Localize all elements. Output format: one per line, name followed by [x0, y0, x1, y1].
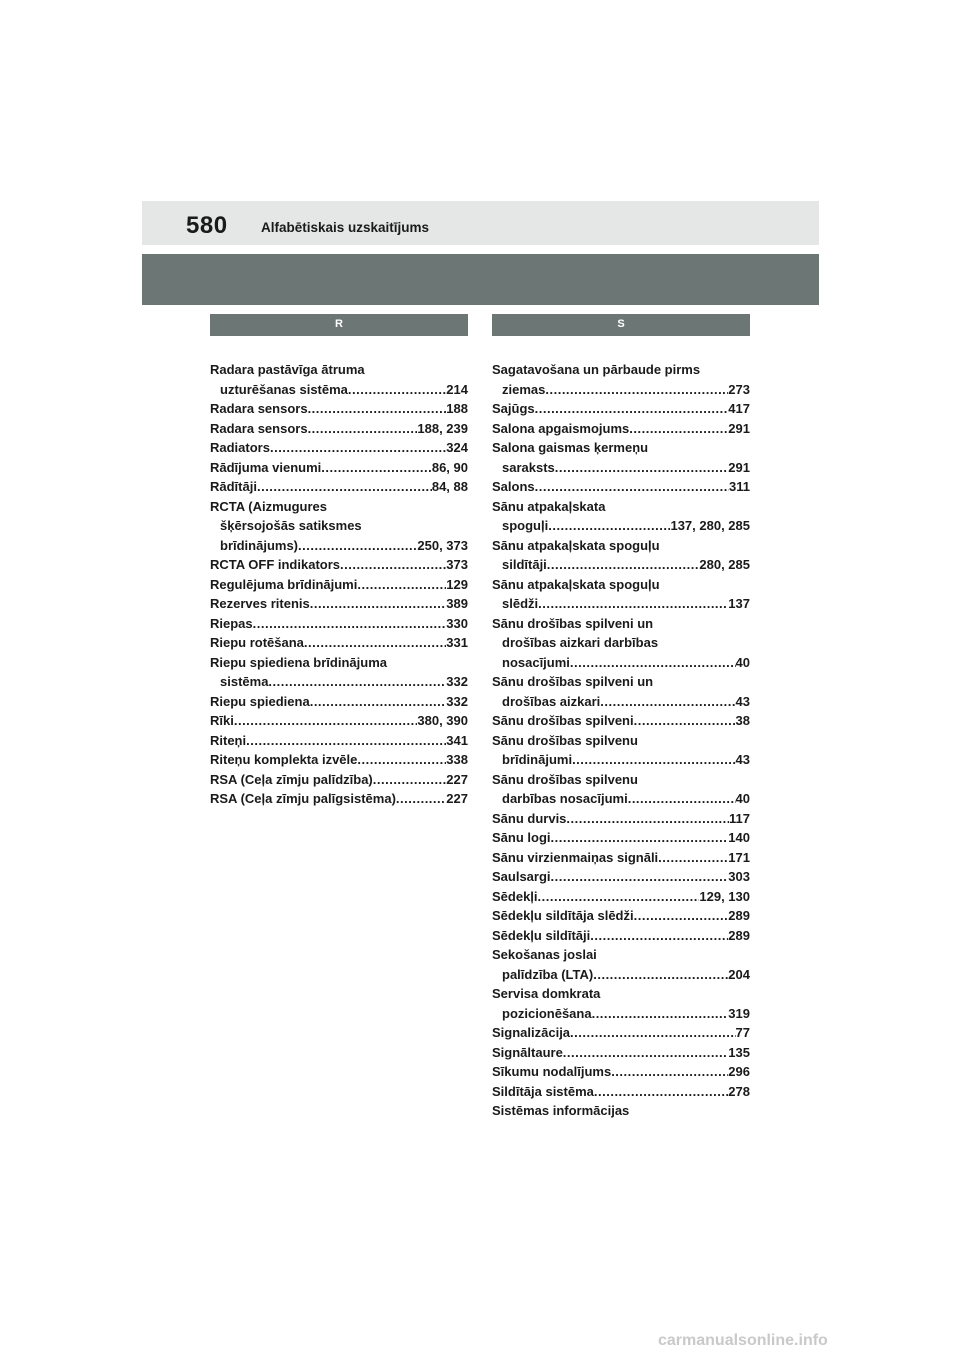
index-entry[interactable] [210, 731, 468, 751]
dot-leader [373, 770, 447, 790]
page-reference[interactable]: 204 [728, 966, 750, 982]
dot-leader [268, 672, 446, 692]
page-reference[interactable]: 291 [728, 420, 750, 436]
index-entry[interactable] [492, 614, 750, 673]
index-entry[interactable] [210, 750, 468, 770]
page-reference[interactable]: 289 [728, 908, 750, 923]
entry-text: Servisa domkrata [492, 986, 601, 1001]
entry-text: Sīkumu nodalījums [492, 1064, 612, 1079]
index-entry[interactable] [492, 360, 750, 399]
dot-leader [594, 1082, 728, 1102]
dot-leader [298, 536, 417, 556]
index-entry[interactable] [492, 809, 750, 829]
page-reference[interactable]: 171 [728, 849, 750, 865]
page-reference[interactable]: 129, 130 [699, 888, 750, 904]
entry-list-r [210, 360, 468, 809]
entry-text: Sajūgs [492, 401, 535, 416]
entry-text: šķērsojošās satiksmes [220, 518, 362, 533]
index-entry[interactable] [210, 360, 468, 399]
index-entry[interactable] [492, 926, 750, 946]
index-entry[interactable] [492, 497, 750, 536]
entry-text: Riteņi [210, 732, 247, 748]
dot-leader [538, 594, 728, 614]
page-reference[interactable]: 135 [728, 1044, 750, 1060]
index-entry[interactable] [210, 594, 468, 614]
dot-leader [357, 750, 446, 770]
dot-leader [253, 614, 447, 634]
page-reference[interactable]: 280, 285 [699, 557, 750, 572]
entry-text: Radiators [210, 440, 270, 455]
page-reference[interactable]: 303 [728, 869, 750, 884]
page-reference[interactable]: 188, 239 [417, 420, 468, 436]
entry-text: Regulējuma brīdinājumi [210, 576, 358, 592]
index-entry[interactable] [492, 672, 750, 711]
entry-text: uzturēšanas sistēma [220, 381, 348, 397]
dot-leader [551, 828, 729, 848]
entry-text: Sānu atpakaļskata [492, 498, 606, 514]
page-reference[interactable]: 129 [446, 576, 468, 592]
page-header [142, 201, 819, 245]
entry-text: brīdinājumi [502, 752, 573, 767]
entry-text: Riteņu komplekta izvēle [210, 752, 358, 767]
index-entry[interactable] [492, 1043, 750, 1063]
page-number: 580 [186, 212, 228, 239]
index-entry[interactable] [492, 1101, 750, 1121]
entry-text: Sēdekļu sildītāja slēdži [492, 908, 634, 923]
entry-text: darbības nosacījumi [502, 791, 628, 806]
page-reference[interactable]: 324 [446, 440, 468, 455]
dot-leader [629, 419, 728, 439]
entry-text: spoguļi [502, 518, 549, 533]
entry-text: Radara pastāvīga ātruma [210, 362, 365, 377]
index-entry[interactable] [210, 497, 468, 556]
page-reference[interactable]: 341 [446, 732, 468, 748]
index-entry[interactable] [492, 867, 750, 887]
entry-text: Radara sensors [210, 420, 308, 436]
dot-leader [628, 789, 736, 809]
entry-text: RSA (Ceļa zīmju palīgsistēma) [210, 791, 396, 806]
dot-leader [545, 380, 728, 400]
index-entry[interactable] [210, 633, 468, 653]
entry-text: Sildītāja sistēma [492, 1083, 594, 1099]
dot-leader [555, 458, 729, 478]
entry-text: Riepu spiediena [210, 693, 310, 709]
entry-text: Signalizācija [492, 1025, 571, 1040]
dot-leader [308, 399, 447, 419]
entry-list-s [492, 360, 750, 1121]
index-entry[interactable] [492, 770, 750, 809]
dot-leader [308, 419, 418, 439]
letter-heading-s: S [492, 314, 750, 336]
entry-text: RCTA (Aizmugures [210, 498, 327, 514]
page-reference[interactable]: 38 [735, 713, 750, 728]
index-entry[interactable] [210, 575, 468, 595]
page-reference[interactable]: 77 [735, 1025, 750, 1040]
entry-text: Sānu drošības spilveni un [492, 674, 654, 689]
index-column-r [210, 314, 468, 809]
page-reference[interactable]: 137, 280, 285 [670, 518, 750, 533]
page-reference[interactable]: 40 [735, 654, 750, 670]
entry-text: Sēdekļi [492, 888, 538, 904]
dot-leader [634, 906, 729, 926]
page-reference[interactable]: 296 [728, 1064, 750, 1079]
page-reference[interactable]: 389 [446, 596, 468, 611]
dot-leader [600, 692, 735, 712]
dot-leader [611, 1062, 728, 1082]
page-reference[interactable]: 289 [728, 927, 750, 943]
entry-text: drošības aizkari darbības [502, 635, 659, 650]
dot-leader [535, 477, 729, 497]
page-reference[interactable]: 330 [446, 615, 468, 631]
dot-leader [310, 692, 447, 712]
index-entry[interactable] [492, 848, 750, 868]
page-reference[interactable]: 273 [728, 381, 750, 397]
entry-text: Rādījuma vienumi [210, 459, 322, 475]
entry-text: nosacījumi [502, 654, 570, 670]
dot-leader [570, 1023, 735, 1043]
page-reference[interactable]: 278 [728, 1083, 750, 1099]
index-entry[interactable] [210, 399, 468, 419]
index-column-s [492, 314, 750, 1121]
entry-text: Riepu spiediena brīdinājuma [210, 654, 387, 670]
index-entry[interactable] [492, 828, 750, 848]
entry-text: sildītāji [502, 557, 547, 572]
dot-leader [538, 887, 700, 907]
page-reference[interactable]: 86, 90 [431, 459, 468, 475]
dot-leader [270, 438, 446, 458]
index-entry[interactable] [210, 711, 468, 731]
index-entry[interactable] [210, 770, 468, 790]
dot-leader [590, 926, 728, 946]
entry-text: Salona apgaismojums [492, 420, 630, 436]
index-entry[interactable] [492, 536, 750, 575]
index-entry[interactable] [210, 555, 468, 575]
entry-text: Saulsargi [492, 869, 551, 884]
page-reference[interactable]: 331 [446, 635, 468, 650]
entry-text: Sānu logi [492, 830, 551, 845]
entry-text: Salona gaismas ķermeņu [492, 440, 649, 455]
dot-leader [593, 965, 728, 985]
header-band [142, 254, 819, 305]
page-reference[interactable]: 117 [729, 810, 750, 826]
page-reference[interactable]: 380, 390 [417, 713, 468, 728]
index-entry[interactable] [210, 692, 468, 712]
entry-text: Sānu drošības spilvenu [492, 732, 638, 748]
index-entry[interactable] [210, 458, 468, 478]
page-reference[interactable]: 417 [728, 401, 750, 416]
page-reference[interactable]: 188 [446, 401, 468, 416]
dot-leader [592, 1004, 729, 1024]
page-reference[interactable]: 250, 373 [417, 537, 468, 553]
entry-text: Sānu atpakaļskata spoguļu [492, 537, 660, 553]
index-entry[interactable] [492, 1023, 750, 1043]
entry-text: ziemas [502, 381, 546, 397]
dot-leader [257, 477, 432, 497]
dot-leader [357, 575, 446, 595]
page-reference[interactable]: 227 [446, 771, 468, 787]
entry-text: Salons [492, 479, 535, 494]
page-reference[interactable]: 227 [446, 791, 468, 806]
index-entry[interactable] [492, 887, 750, 907]
entry-text: Radara sensors [210, 401, 308, 416]
page-reference[interactable]: 43 [735, 752, 750, 767]
index-entry[interactable] [492, 906, 750, 926]
entry-text: Sānu drošības spilvenu [492, 771, 638, 787]
entry-text: pozicionēšana [502, 1005, 592, 1021]
index-entry[interactable] [210, 438, 468, 458]
index-entry[interactable] [492, 711, 750, 731]
entry-text: Rīki [210, 713, 234, 728]
page-reference[interactable]: 373 [446, 557, 468, 572]
entry-text: drošības aizkari [502, 693, 601, 709]
index-entry[interactable] [210, 477, 468, 497]
page-reference[interactable]: 137 [728, 596, 750, 611]
index-entry[interactable] [492, 945, 750, 984]
dot-leader [246, 731, 446, 751]
page-reference[interactable]: 214 [446, 381, 468, 397]
dot-leader [634, 711, 736, 731]
index-entry[interactable] [492, 1062, 750, 1082]
dot-leader [658, 848, 728, 868]
entry-text: Signāltaure [492, 1044, 563, 1060]
index-entry[interactable] [210, 653, 468, 692]
dot-leader [547, 555, 700, 575]
entry-text: Rādītāji [210, 479, 257, 494]
dot-leader [396, 789, 446, 809]
page-reference[interactable]: 291 [728, 459, 750, 475]
entry-text: sistēma [220, 674, 269, 689]
dot-leader [304, 633, 446, 653]
index-entry[interactable] [492, 731, 750, 770]
dot-leader [340, 555, 446, 575]
page-reference[interactable]: 332 [446, 693, 468, 709]
page-reference[interactable]: 319 [728, 1005, 750, 1021]
entry-text: Rezerves ritenis [210, 596, 310, 611]
index-entry[interactable] [210, 789, 468, 809]
entry-text: Sekošanas joslai [492, 947, 597, 962]
index-entry[interactable] [210, 614, 468, 634]
watermark: carmanualsonline.info [658, 1332, 828, 1349]
page-reference[interactable]: 140 [728, 830, 750, 845]
dot-leader [321, 458, 432, 478]
dot-leader [234, 711, 418, 731]
index-entry[interactable] [492, 984, 750, 1023]
page-reference[interactable]: 43 [735, 693, 750, 709]
entry-text: palīdzība (LTA) [502, 966, 594, 982]
entry-text: Riepas [210, 615, 253, 631]
section-title: Alfabētiskais uzskaitījums [261, 220, 430, 235]
page-reference[interactable]: 338 [446, 752, 468, 767]
dot-leader [535, 399, 729, 419]
entry-text: brīdinājums) [220, 537, 299, 553]
entry-text: Riepu rotēšana [210, 635, 304, 650]
entry-text: Sagatavošana un pārbaude pirms [492, 362, 701, 377]
entry-text: Sānu drošības spilveni un [492, 615, 654, 631]
page-reference[interactable]: 311 [729, 479, 750, 494]
dot-leader [310, 594, 447, 614]
index-entry[interactable] [492, 419, 750, 439]
dot-leader [348, 380, 446, 400]
entry-text: saraksts [502, 459, 555, 475]
entry-text: Sēdekļu sildītāji [492, 927, 591, 943]
entry-text: RCTA OFF indikators [210, 557, 340, 572]
index-entry[interactable] [492, 575, 750, 614]
entry-text: Sānu atpakaļskata spoguļu [492, 576, 660, 592]
entry-text: RSA (Ceļa zīmju palīdzība) [210, 771, 373, 787]
index-entry[interactable] [210, 419, 468, 439]
index-entry[interactable] [492, 477, 750, 497]
dot-leader [563, 1043, 729, 1063]
dot-leader [548, 516, 670, 536]
dot-leader [566, 809, 729, 829]
entry-text: Sānu drošības spilveni [492, 713, 634, 728]
page-reference[interactable]: 40 [735, 791, 750, 806]
dot-leader [570, 653, 736, 673]
dot-leader [551, 867, 729, 887]
entry-text: Sānu virzienmaiņas signāli [492, 849, 659, 865]
dot-leader [572, 750, 735, 770]
index-entry[interactable] [492, 1082, 750, 1102]
index-entry[interactable] [492, 438, 750, 477]
entry-text: Sistēmas informācijas [492, 1103, 630, 1118]
letter-heading-r: R [210, 314, 468, 336]
index-entry[interactable] [492, 399, 750, 419]
page-reference[interactable]: 84, 88 [431, 479, 468, 494]
entry-text: slēdži [502, 596, 539, 611]
entry-text: Sānu durvis [492, 810, 567, 826]
page-reference[interactable]: 332 [446, 674, 468, 689]
